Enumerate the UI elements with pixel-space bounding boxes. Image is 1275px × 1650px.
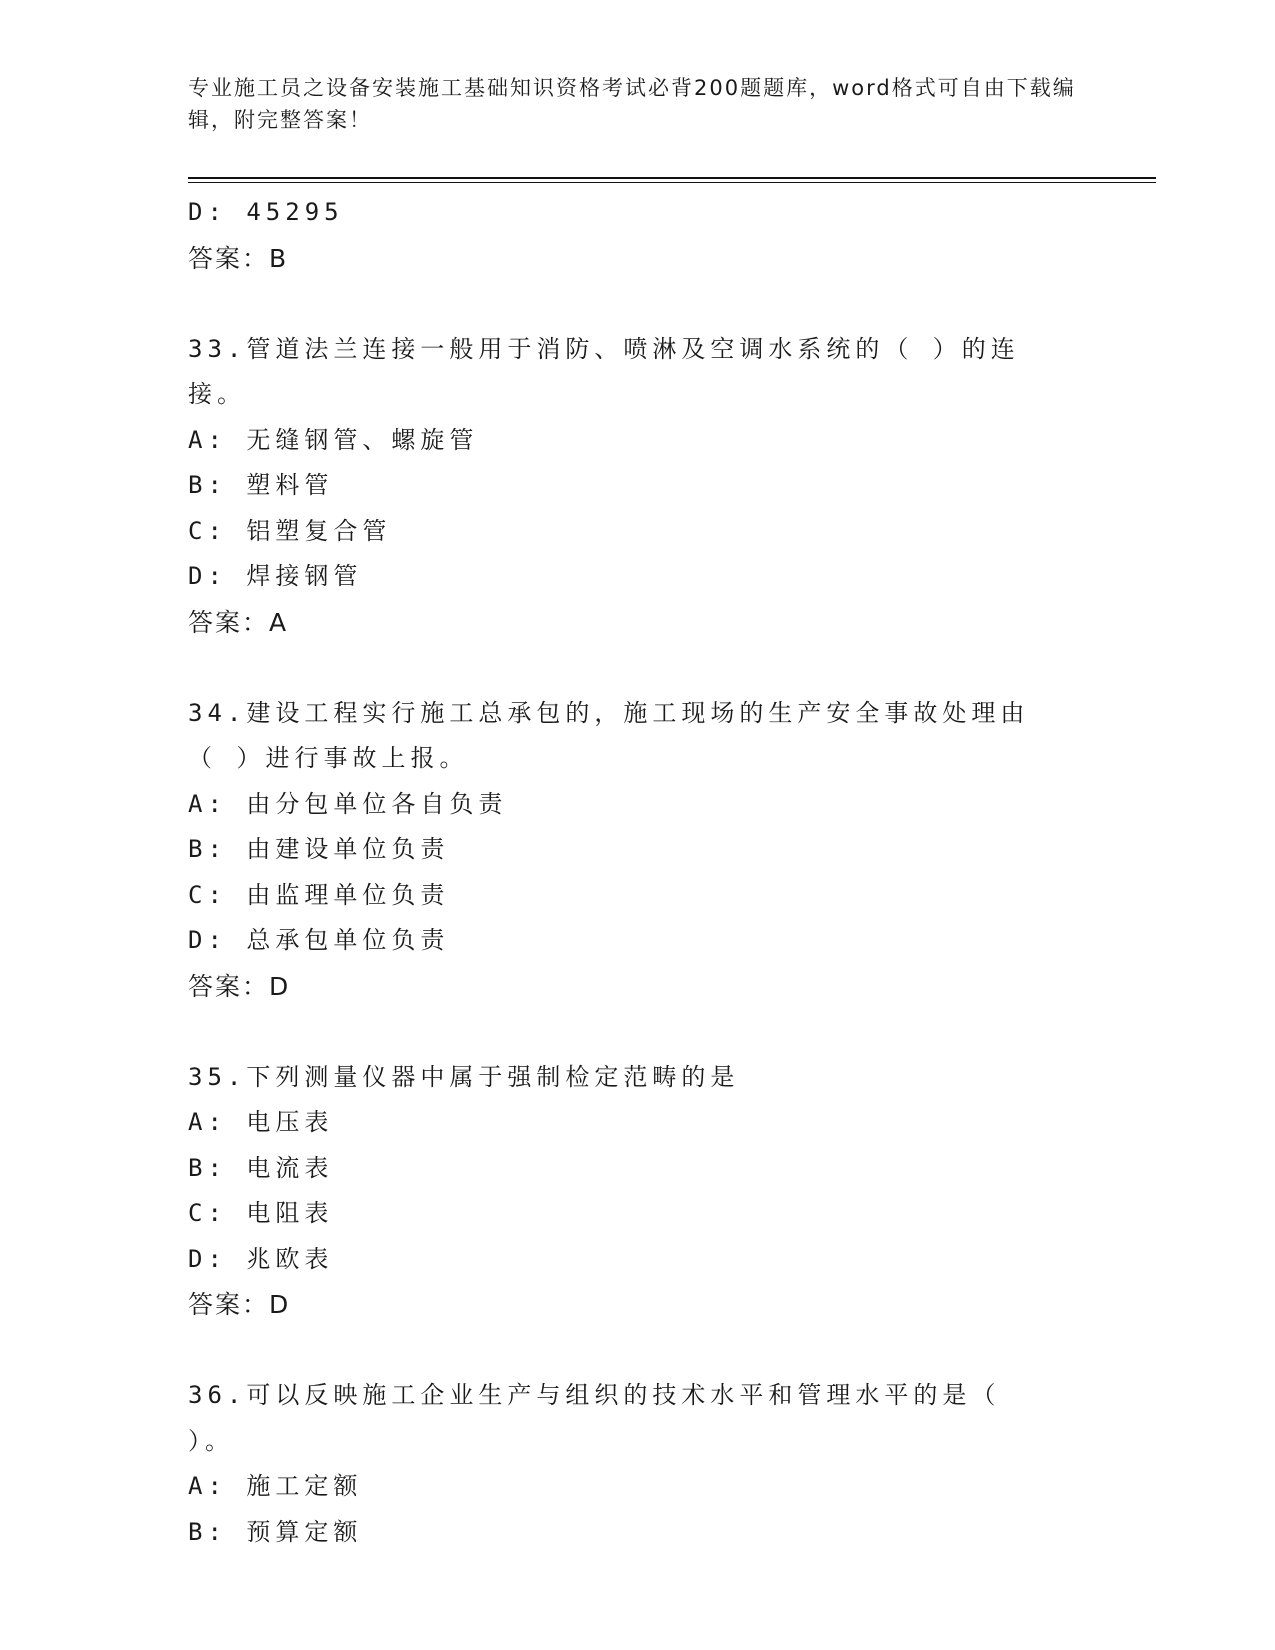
question-33-option-b: B: 塑料管: [188, 471, 334, 499]
spacer: [188, 281, 1148, 327]
spacer: [188, 645, 1148, 691]
page-header: 专业施工员之设备安装施工基础知识资格考试必背200题题库，word格式可自由下载编辑，附完整答案！: [188, 76, 1076, 132]
prev-answer: 答案：B: [188, 243, 289, 273]
question-34-answer: 答案：D: [188, 971, 291, 1001]
question-36-option-a: A: 施工定额: [188, 1472, 363, 1500]
question-35-option-d: D: 兆欧表: [188, 1244, 334, 1273]
header-rule-thick: [188, 177, 1156, 179]
question-35-option-c: C: 电阻表: [188, 1199, 334, 1227]
spacer: [188, 1328, 1148, 1374]
question-34-stem: 34.建设工程实行施工总承包的，施工现场的生产安全事故处理由（ ）进行事故上报。: [188, 698, 1030, 772]
question-content: [188, 190, 1148, 1555]
prev-option-d: D: 45295: [188, 198, 344, 226]
question-35-option-a: A: 电压表: [188, 1108, 334, 1136]
spacer: [188, 1009, 1148, 1055]
question-36-option-b: B: 预算定额: [188, 1517, 363, 1546]
question-33-option-c: C: 铝塑复合管: [188, 516, 392, 545]
question-33-stem: 33.管道法兰连接一般用于消防、喷淋及空调水系统的（ ）的连接。: [188, 334, 1020, 408]
question-34-option-b: B: 由建设单位负责: [188, 835, 450, 863]
question-36-stem: 36.可以反映施工企业生产与组织的技术水平和管理水平的是（ ）。: [188, 1381, 1001, 1455]
question-33-answer: 答案：A: [188, 607, 289, 637]
question-35-option-b: B: 电流表: [188, 1153, 334, 1182]
question-34-option-d: D: 总承包单位负责: [188, 926, 450, 954]
header-rule-thin: [188, 182, 1156, 183]
question-34-option-c: C: 由监理单位负责: [188, 880, 450, 909]
question-35-stem: 35.下列测量仪器中属于强制检定范畴的是: [188, 1062, 740, 1091]
question-35-answer: 答案：D: [188, 1290, 291, 1319]
question-33-option-d: D: 焊接钢管: [188, 562, 363, 590]
question-33-option-a: A: 无缝钢管、螺旋管: [188, 425, 479, 454]
question-34-option-a: A: 由分包单位各自负责: [188, 789, 508, 818]
